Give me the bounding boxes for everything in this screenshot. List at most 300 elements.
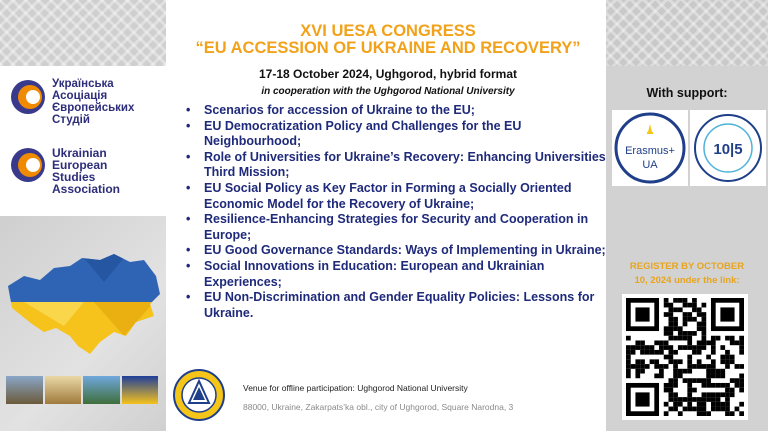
qr-module xyxy=(668,383,673,388)
qr-module xyxy=(706,411,711,416)
qr-module xyxy=(739,336,744,341)
qr-module xyxy=(735,383,740,388)
erasmus-text: Erasmus+ xyxy=(625,145,675,157)
qr-module xyxy=(697,411,702,416)
qr-module xyxy=(650,359,655,364)
qr-module xyxy=(678,326,683,331)
qr-module xyxy=(725,350,730,355)
bullet-icon: • xyxy=(186,180,191,195)
qr-module xyxy=(720,392,725,397)
qr-module xyxy=(668,345,673,350)
qr-module xyxy=(692,397,697,402)
qr-module xyxy=(697,326,702,331)
qr-module xyxy=(673,350,678,355)
congress-title: XVI UESA CONGRESS xyxy=(300,22,476,40)
en-name-line: European xyxy=(52,158,108,172)
support-heading: With support: xyxy=(646,86,728,100)
qr-module xyxy=(626,336,631,341)
qr-module xyxy=(697,397,702,402)
topic-text: Resilience-Enhancing Strategies for Security and Cooperation in Europe; xyxy=(204,212,589,242)
qr-module xyxy=(668,307,673,312)
qr-module xyxy=(716,392,721,397)
qr-module xyxy=(650,345,655,350)
qr-module xyxy=(626,350,631,355)
qr-module xyxy=(697,378,702,383)
qr-module xyxy=(664,303,669,308)
qr-module xyxy=(739,402,744,407)
qr-module xyxy=(668,392,673,397)
qr-module xyxy=(711,383,716,388)
qr-module xyxy=(654,350,659,355)
bullet-icon: • xyxy=(186,118,191,133)
qr-module xyxy=(678,331,683,336)
qr-module xyxy=(687,312,692,317)
qr-module xyxy=(702,340,707,345)
qr-module xyxy=(711,402,716,407)
qr-module xyxy=(635,359,640,364)
venue-label: Venue for offline participation: Ughgorod National University xyxy=(243,383,468,393)
qr-module xyxy=(739,350,744,355)
bullet-icon: • xyxy=(186,103,191,117)
qr-module xyxy=(697,345,702,350)
qr-module xyxy=(687,359,692,364)
register-line: 10, 2024 under the link: xyxy=(634,275,740,286)
qr-module xyxy=(635,364,640,369)
qr-module xyxy=(725,364,730,369)
qr-module xyxy=(659,350,664,355)
qr-finder xyxy=(635,392,649,406)
qr-module xyxy=(678,374,683,379)
photo-thumbnail xyxy=(45,376,82,404)
qr-module xyxy=(725,388,730,393)
qr-module xyxy=(730,392,735,397)
qr-module xyxy=(739,378,744,383)
uesa-name-en xyxy=(52,147,120,195)
qr-module xyxy=(654,364,659,369)
qr-module xyxy=(673,383,678,388)
qr-module xyxy=(692,378,697,383)
ukraine-map-icon xyxy=(4,246,162,358)
qr-module xyxy=(678,411,683,416)
qr-module xyxy=(702,303,707,308)
topic-text: Role of Universities for Ukraine’s Recovery: Enhancing Universities Third Mission; xyxy=(204,149,606,180)
qr-code-icon[interactable] xyxy=(622,294,748,420)
qr-module xyxy=(673,397,678,402)
qr-module xyxy=(687,397,692,402)
qr-module xyxy=(683,336,688,341)
qr-module xyxy=(687,331,692,336)
qr-module xyxy=(730,355,735,360)
erasmus-sub: UA xyxy=(642,159,658,171)
qr-module xyxy=(654,340,659,345)
uesa-logo-ua-icon xyxy=(9,78,47,116)
qr-module xyxy=(654,374,659,379)
left-panel xyxy=(0,0,166,431)
qr-module xyxy=(664,388,669,393)
qr-module xyxy=(697,307,702,312)
qr-module xyxy=(716,336,721,341)
qr-module xyxy=(683,298,688,303)
right-panel xyxy=(606,0,768,431)
qr-module xyxy=(711,374,716,379)
qr-module xyxy=(687,392,692,397)
qr-module xyxy=(687,407,692,412)
qr-module xyxy=(720,345,725,350)
qr-module xyxy=(735,340,740,345)
qr-module xyxy=(673,374,678,379)
qr-module xyxy=(687,369,692,374)
topic-item xyxy=(186,119,606,150)
qr-module xyxy=(635,345,640,350)
qr-module xyxy=(725,397,730,402)
qr-module xyxy=(683,378,688,383)
qr-module xyxy=(668,336,673,341)
topic-item xyxy=(186,243,606,259)
qr-module xyxy=(687,317,692,322)
qr-module xyxy=(730,359,735,364)
qr-module xyxy=(725,355,730,360)
ua-name-line: Асоціація xyxy=(52,90,108,102)
qr-module xyxy=(697,312,702,317)
qr-module xyxy=(711,359,716,364)
qr-module xyxy=(706,378,711,383)
qr-module xyxy=(668,378,673,383)
venue-address: 88000, Ukraine, Zakarpats’ka obl., city of Ughgorod, Square Narodna, 3 xyxy=(243,402,514,412)
qr-module xyxy=(725,402,730,407)
qr-module xyxy=(668,312,673,317)
qr-module xyxy=(725,336,730,341)
qr-module xyxy=(692,388,697,393)
qr-module xyxy=(735,407,740,412)
qr-module xyxy=(678,397,683,402)
qr-module xyxy=(739,411,744,416)
qr-module xyxy=(635,374,640,379)
qr-module xyxy=(678,369,683,374)
qr-module xyxy=(687,388,692,393)
qr-module xyxy=(702,326,707,331)
register-note xyxy=(606,260,768,288)
qr-module xyxy=(659,364,664,369)
qr-module xyxy=(673,322,678,327)
topic-text: EU Democratization Policy and Challenges for the EU Neighbourhood; xyxy=(204,118,522,149)
cooperation-note: in cooperation with the Ughgorod National University xyxy=(261,86,515,97)
qr-module xyxy=(697,350,702,355)
qr-module xyxy=(640,369,645,374)
qr-module xyxy=(730,388,735,393)
qr-module xyxy=(697,322,702,327)
topic-item xyxy=(186,181,606,212)
qr-module xyxy=(702,392,707,397)
qr-module xyxy=(668,355,673,360)
qr-module xyxy=(725,359,730,364)
qr-module xyxy=(739,383,744,388)
qr-module xyxy=(706,355,711,360)
university-seal-icon xyxy=(173,369,225,421)
qr-module xyxy=(635,369,640,374)
qr-module xyxy=(702,407,707,412)
qr-module xyxy=(730,378,735,383)
qr-module xyxy=(711,407,716,412)
photo-thumbnail xyxy=(6,376,43,404)
qr-module xyxy=(673,378,678,383)
topic-item xyxy=(186,290,606,321)
qr-module xyxy=(711,345,716,350)
qr-module xyxy=(687,303,692,308)
qr-module xyxy=(668,317,673,322)
qr-module xyxy=(668,359,673,364)
qr-finder xyxy=(720,307,734,321)
ua-name-line: Європейських xyxy=(52,102,135,114)
innovative-university-icon xyxy=(690,110,766,186)
qr-module xyxy=(683,317,688,322)
en-name-line: Ukrainian xyxy=(52,146,107,160)
qr-module xyxy=(720,407,725,412)
qr-module xyxy=(664,331,669,336)
innov-text: 10|5 xyxy=(713,141,743,158)
qr-module xyxy=(720,369,725,374)
qr-module xyxy=(673,402,678,407)
qr-module xyxy=(716,383,721,388)
qr-module xyxy=(631,364,636,369)
qr-module xyxy=(659,340,664,345)
qr-module xyxy=(697,364,702,369)
qr-module xyxy=(687,345,692,350)
qr-module xyxy=(711,340,716,345)
qr-module xyxy=(692,345,697,350)
qr-module xyxy=(626,374,631,379)
qr-module xyxy=(711,369,716,374)
qr-module xyxy=(730,340,735,345)
qr-module xyxy=(668,326,673,331)
qr-module xyxy=(720,355,725,360)
qr-module xyxy=(711,364,716,369)
qr-module xyxy=(725,392,730,397)
qr-module xyxy=(730,336,735,341)
qr-module xyxy=(692,303,697,308)
qr-module xyxy=(702,364,707,369)
qr-module xyxy=(640,359,645,364)
bullet-icon: • xyxy=(186,149,191,164)
qr-module xyxy=(683,407,688,412)
qr-module xyxy=(683,345,688,350)
qr-module xyxy=(692,317,697,322)
topic-text: Scenarios for accession of Ukraine to the EU; xyxy=(204,103,475,117)
qr-module xyxy=(720,383,725,388)
qr-module xyxy=(664,364,669,369)
qr-module xyxy=(668,397,673,402)
topic-text: EU Social Policy as Key Factor in Forming a Socially Oriented Economic Model for the Recovery of Ukraine; xyxy=(204,180,572,211)
qr-module xyxy=(706,383,711,388)
topic-text: Social Innovations in Education: European and Ukrainian Experiences; xyxy=(204,258,545,289)
qr-module xyxy=(716,402,721,407)
qr-module xyxy=(692,364,697,369)
qr-module xyxy=(673,369,678,374)
qr-module xyxy=(730,411,735,416)
qr-module xyxy=(692,350,697,355)
qr-module xyxy=(683,322,688,327)
qr-module xyxy=(716,369,721,374)
qr-module xyxy=(640,345,645,350)
qr-module xyxy=(697,359,702,364)
qr-module xyxy=(659,345,664,350)
qr-module xyxy=(668,350,673,355)
qr-module xyxy=(631,345,636,350)
topics-list xyxy=(186,103,606,321)
qr-module xyxy=(739,364,744,369)
qr-module xyxy=(716,374,721,379)
qr-module xyxy=(635,340,640,345)
qr-module xyxy=(683,369,688,374)
qr-module xyxy=(711,392,716,397)
ua-name-line: Студій xyxy=(52,114,90,126)
bullet-icon: • xyxy=(186,290,191,305)
qr-module xyxy=(664,355,669,360)
qr-module xyxy=(711,336,716,341)
qr-module xyxy=(650,350,655,355)
qr-module xyxy=(702,345,707,350)
qr-module xyxy=(702,331,707,336)
qr-module xyxy=(664,340,669,345)
qr-module xyxy=(702,317,707,322)
qr-module xyxy=(720,374,725,379)
topic-text: EU Good Governance Standards: Ways of Implementing in Ukraine; xyxy=(204,243,606,258)
qr-module xyxy=(725,411,730,416)
qr-module xyxy=(626,359,631,364)
qr-module xyxy=(645,345,650,350)
event-dateline: 17-18 October 2024, Ughgorod, hybrid format xyxy=(258,67,518,81)
qr-module xyxy=(687,383,692,388)
qr-module xyxy=(678,345,683,350)
qr-module xyxy=(739,340,744,345)
qr-module xyxy=(640,340,645,345)
qr-module xyxy=(702,378,707,383)
qr-module xyxy=(673,407,678,412)
qr-module xyxy=(664,345,669,350)
qr-module xyxy=(673,317,678,322)
qr-module xyxy=(725,383,730,388)
qr-module xyxy=(706,392,711,397)
qr-module xyxy=(668,303,673,308)
photo-thumbnail xyxy=(83,376,120,404)
qr-module xyxy=(702,336,707,341)
qr-module xyxy=(678,359,683,364)
qr-module xyxy=(702,322,707,327)
qr-module xyxy=(673,392,678,397)
qr-module xyxy=(683,312,688,317)
topic-item xyxy=(186,212,606,243)
qr-module xyxy=(702,312,707,317)
qr-module xyxy=(673,307,678,312)
qr-module xyxy=(702,402,707,407)
ornament-pattern xyxy=(606,0,768,66)
qr-module xyxy=(673,359,678,364)
qr-module xyxy=(716,407,721,412)
qr-module xyxy=(668,388,673,393)
uesa-logo-en-icon xyxy=(9,146,47,184)
qr-module xyxy=(702,397,707,402)
qr-module xyxy=(687,340,692,345)
en-name-line: Association xyxy=(52,182,121,196)
registration-qr-code[interactable] xyxy=(622,294,748,420)
qr-module xyxy=(645,364,650,369)
qr-module xyxy=(739,388,744,393)
qr-module xyxy=(640,364,645,369)
qr-module xyxy=(735,364,740,369)
qr-module xyxy=(725,407,730,412)
qr-module xyxy=(664,312,669,317)
qr-module xyxy=(692,298,697,303)
qr-module xyxy=(687,336,692,341)
qr-module xyxy=(678,307,683,312)
ua-name-line: Українська xyxy=(52,78,114,90)
qr-module xyxy=(626,355,631,360)
qr-module xyxy=(711,350,716,355)
qr-module xyxy=(706,397,711,402)
qr-module xyxy=(673,298,678,303)
qr-module xyxy=(659,369,664,374)
topic-text: EU Non-Discrimination and Gender Equality Policies: Lessons for Ukraine. xyxy=(204,290,595,320)
qr-module xyxy=(697,407,702,412)
topic-item xyxy=(186,150,606,181)
qr-module xyxy=(692,307,697,312)
ornament-pattern xyxy=(0,0,166,66)
qr-module xyxy=(697,402,702,407)
qr-module xyxy=(683,397,688,402)
qr-module xyxy=(664,298,669,303)
qr-module xyxy=(702,411,707,416)
erasmus-logo-icon xyxy=(612,110,688,186)
qr-module xyxy=(720,359,725,364)
congress-theme: “EU ACCESSION OF UKRAINE AND RECOVERY” xyxy=(195,39,581,57)
qr-module xyxy=(673,336,678,341)
bullet-icon: • xyxy=(186,258,191,273)
qr-module xyxy=(668,322,673,327)
qr-module xyxy=(678,298,683,303)
qr-module xyxy=(735,378,740,383)
qr-module xyxy=(711,397,716,402)
qr-module xyxy=(692,407,697,412)
photo-strip xyxy=(6,376,158,404)
qr-module xyxy=(739,374,744,379)
register-line: REGISTER BY OCTOBER xyxy=(629,261,745,272)
qr-module xyxy=(654,359,659,364)
qr-module xyxy=(692,331,697,336)
qr-module xyxy=(720,402,725,407)
qr-module xyxy=(664,326,669,331)
qr-module xyxy=(697,340,702,345)
qr-module xyxy=(678,402,683,407)
erasmus-logo xyxy=(612,110,688,186)
qr-module xyxy=(706,374,711,379)
qr-module xyxy=(664,411,669,416)
bullet-icon: • xyxy=(186,212,191,227)
qr-module xyxy=(673,326,678,331)
qr-module xyxy=(645,350,650,355)
qr-module xyxy=(626,369,631,374)
qr-module xyxy=(716,397,721,402)
qr-module xyxy=(702,383,707,388)
qr-module xyxy=(659,374,664,379)
qr-module xyxy=(640,350,645,355)
photo-thumbnail xyxy=(122,376,159,404)
qr-module xyxy=(687,364,692,369)
qr-module xyxy=(631,350,636,355)
topic-item xyxy=(186,103,606,119)
qr-module xyxy=(664,383,669,388)
topic-item xyxy=(186,259,606,290)
qr-module xyxy=(668,331,673,336)
qr-module xyxy=(706,340,711,345)
